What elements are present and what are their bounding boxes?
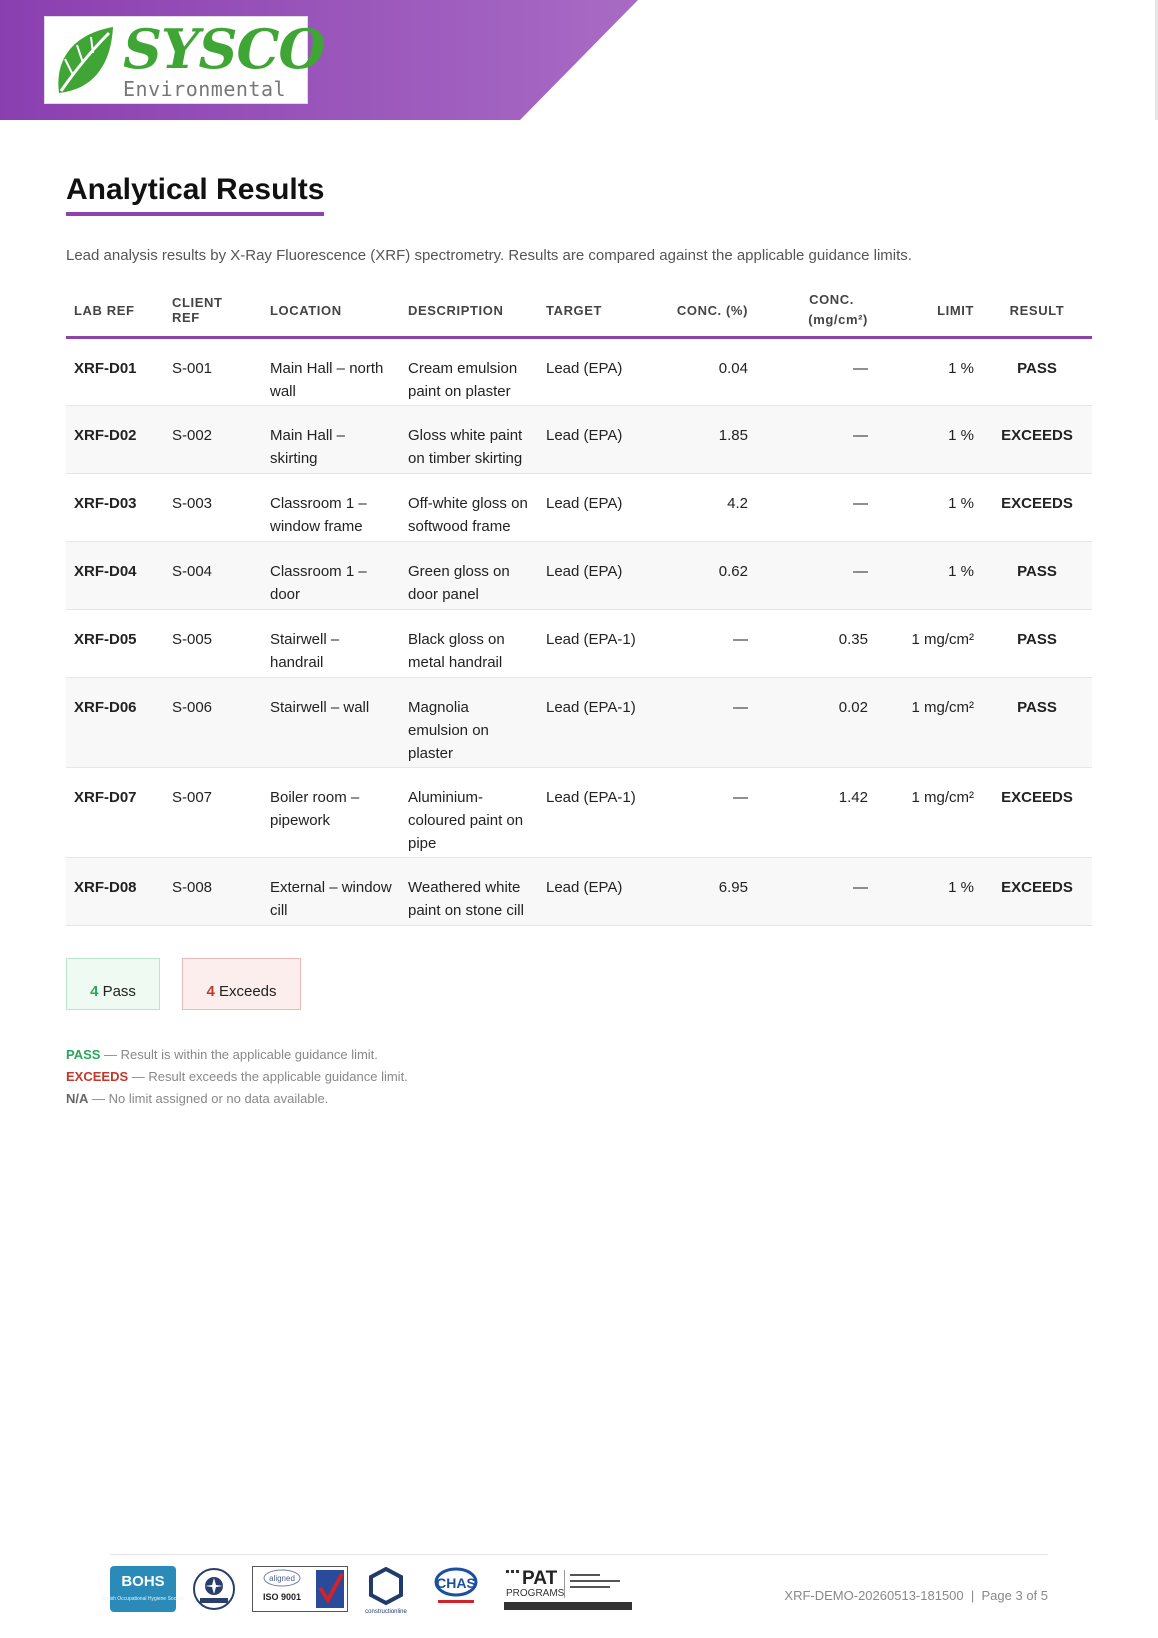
result-cell: EXCEEDS xyxy=(982,406,1092,474)
location-cell: Classroom 1 – door xyxy=(262,542,400,610)
conc-pct-cell: 1.85 xyxy=(650,406,756,474)
result-cell: EXCEEDS xyxy=(982,768,1092,858)
location-cell: Main Hall – skirting xyxy=(262,406,400,474)
location-cell: Classroom 1 – window frame xyxy=(262,474,400,542)
description-cell: Off-white gloss on softwood frame xyxy=(400,474,538,542)
conc-mg-cell: 0.35 xyxy=(756,610,876,678)
client-ref-cell: S-004 xyxy=(164,542,262,610)
target-cell: Lead (EPA) xyxy=(538,858,650,926)
bohs-badge xyxy=(102,1566,184,1612)
client-ref-cell: S-005 xyxy=(164,610,262,678)
page-number: Page 3 of 5 xyxy=(981,1588,1048,1603)
legend-exceed-term: EXCEEDS xyxy=(66,1069,129,1084)
result-cell: EXCEEDS xyxy=(982,474,1092,542)
target-cell: Lead (EPA) xyxy=(538,542,650,610)
chas-badge xyxy=(432,1566,480,1612)
conc-mg-cell: 0.02 xyxy=(756,678,876,768)
table-row xyxy=(66,406,1092,474)
footer-divider xyxy=(110,1554,1048,1555)
footer-doc-info xyxy=(784,1588,1048,1604)
pat-programs-badge xyxy=(504,1566,632,1612)
client-ref-cell: S-006 xyxy=(164,678,262,768)
header-conc-mg xyxy=(756,290,876,338)
table-row xyxy=(66,542,1092,610)
header-conc-mg-line2: (mg/cm²) xyxy=(808,312,868,327)
bohs-text: BOHS xyxy=(121,1573,165,1590)
location-cell: External – window cill xyxy=(262,858,400,926)
header-result: RESULT xyxy=(982,290,1092,338)
legend-pass-term: PASS xyxy=(66,1047,101,1062)
header-banner xyxy=(0,0,640,120)
target-cell: Lead (EPA) xyxy=(538,338,650,406)
pass-count: 4 xyxy=(90,983,99,1000)
table-body xyxy=(66,338,1092,926)
constructionline-badge xyxy=(364,1566,408,1615)
legend-exceed-text: — Result exceeds the applicable guidance limit. xyxy=(128,1069,408,1084)
description-cell: Weathered white paint on stone cill xyxy=(400,858,538,926)
description-cell: Gloss white paint on timber skirting xyxy=(400,406,538,474)
client-ref-cell: S-007 xyxy=(164,768,262,858)
pat-text: PAT xyxy=(522,1568,558,1589)
safecontractor-badge xyxy=(192,1566,236,1612)
legend-na-text: — No limit assigned or no data available. xyxy=(88,1091,329,1106)
exceed-summary-label: Exceeds xyxy=(218,983,277,1000)
result-cell: PASS xyxy=(982,338,1092,406)
table-row xyxy=(66,768,1092,858)
client-ref-cell: S-002 xyxy=(164,406,262,474)
document-reference: XRF-DEMO-20260513-181500 xyxy=(784,1588,964,1603)
limit-cell: 1 mg/cm² xyxy=(876,768,982,858)
conc-pct-cell: 6.95 xyxy=(650,858,756,926)
company-logo xyxy=(44,16,325,104)
conc-pct-cell: — xyxy=(650,678,756,768)
description-cell: Black gloss on metal handrail xyxy=(400,610,538,678)
conc-pct-cell: 4.2 xyxy=(650,474,756,542)
target-cell: Lead (EPA-1) xyxy=(538,610,650,678)
lab-ref-cell: XRF-D08 xyxy=(66,858,164,926)
conc-mg-cell: — xyxy=(756,474,876,542)
legend-pass-text: — Result is within the applicable guidance limit. xyxy=(100,1047,378,1062)
header-location: LOCATION xyxy=(262,290,400,338)
description-cell: Green gloss on door panel xyxy=(400,542,538,610)
pat-subtext: PROGRAMS xyxy=(506,1588,565,1599)
conc-mg-cell: — xyxy=(756,338,876,406)
page-title: Analytical Results xyxy=(66,172,324,216)
description-cell: Magnolia emulsion on plaster xyxy=(400,678,538,768)
table-row xyxy=(66,338,1092,406)
header-limit: LIMIT xyxy=(876,290,982,338)
header-lab-ref: LAB REF xyxy=(66,290,164,338)
lab-ref-cell: XRF-D03 xyxy=(66,474,164,542)
legend-pass xyxy=(66,1044,408,1066)
limit-cell: 1 mg/cm² xyxy=(876,678,982,768)
pass-summary-box xyxy=(66,958,160,1010)
header-conc-pct: CONC. (%) xyxy=(650,290,756,338)
conc-pct-cell: 0.62 xyxy=(650,542,756,610)
table-row xyxy=(66,610,1092,678)
bohs-subtext: British Occupational Hygiene Society xyxy=(102,1596,184,1602)
pass-summary-label: Pass xyxy=(102,983,136,1000)
exceed-summary-box xyxy=(182,958,301,1010)
header-client-ref: CLIENT REF xyxy=(164,290,262,338)
limit-cell: 1 mg/cm² xyxy=(876,610,982,678)
lab-ref-cell: XRF-D06 xyxy=(66,678,164,768)
legend-na xyxy=(66,1088,408,1110)
table-header-row xyxy=(66,290,1092,338)
legend-na-term: N/A xyxy=(66,1091,89,1106)
conc-mg-cell: — xyxy=(756,542,876,610)
intro-text: Lead analysis results by X-Ray Fluorescence (XRF) spectrometry. Results are compared against the applicable guidance limits. xyxy=(66,247,912,264)
result-cell: PASS xyxy=(982,610,1092,678)
iso-text: ISO 9001 xyxy=(262,1592,302,1602)
footer-separator: | xyxy=(970,1588,975,1603)
header-target: TARGET xyxy=(538,290,650,338)
table-row xyxy=(66,858,1092,926)
location-cell: Stairwell – wall xyxy=(262,678,400,768)
client-ref-cell: S-003 xyxy=(164,474,262,542)
lab-ref-cell: XRF-D04 xyxy=(66,542,164,610)
target-cell: Lead (EPA) xyxy=(538,474,650,542)
exceed-count: 4 xyxy=(206,983,215,1000)
limit-cell: 1 % xyxy=(876,858,982,926)
legend-exceed xyxy=(66,1066,408,1088)
iso-9001-badge xyxy=(252,1566,348,1612)
conc-mg-cell: 1.42 xyxy=(756,768,876,858)
client-ref-cell: S-001 xyxy=(164,338,262,406)
table-row xyxy=(66,474,1092,542)
limit-cell: 1 % xyxy=(876,542,982,610)
result-cell: PASS xyxy=(982,678,1092,768)
lab-ref-cell: XRF-D01 xyxy=(66,338,164,406)
target-cell: Lead (EPA-1) xyxy=(538,768,650,858)
header-description: DESCRIPTION xyxy=(400,290,538,338)
client-ref-cell: S-008 xyxy=(164,858,262,926)
results-table xyxy=(66,290,1092,926)
result-legend xyxy=(66,1044,408,1110)
location-cell: Stairwell – handrail xyxy=(262,610,400,678)
logo-name: SYSCO xyxy=(123,17,325,81)
location-cell: Boiler room – pipework xyxy=(262,768,400,858)
target-cell: Lead (EPA-1) xyxy=(538,678,650,768)
conc-pct-cell: — xyxy=(650,610,756,678)
location-cell: Main Hall – north wall xyxy=(262,338,400,406)
conc-mg-cell: — xyxy=(756,858,876,926)
limit-cell: 1 % xyxy=(876,338,982,406)
chas-text: CHAS xyxy=(436,1575,476,1591)
constructionline-text: constructionline xyxy=(365,1609,407,1615)
description-cell: Cream emulsion paint on plaster xyxy=(400,338,538,406)
result-cell: PASS xyxy=(982,542,1092,610)
lab-ref-cell: XRF-D02 xyxy=(66,406,164,474)
limit-cell: 1 % xyxy=(876,474,982,542)
result-cell: EXCEEDS xyxy=(982,858,1092,926)
logo-subtitle: Environmental xyxy=(123,77,287,101)
limit-cell: 1 % xyxy=(876,406,982,474)
leaf-icon xyxy=(51,23,121,99)
header-conc-mg-line1: CONC. xyxy=(809,292,854,307)
conc-mg-cell: — xyxy=(756,406,876,474)
target-cell: Lead (EPA) xyxy=(538,406,650,474)
conc-pct-cell: 0.04 xyxy=(650,338,756,406)
conc-pct-cell: — xyxy=(650,768,756,858)
lab-ref-cell: XRF-D05 xyxy=(66,610,164,678)
description-cell: Aluminium-coloured paint on pipe xyxy=(400,768,538,858)
table-row xyxy=(66,678,1092,768)
lab-ref-cell: XRF-D07 xyxy=(66,768,164,858)
aligned-text: aligned xyxy=(269,1574,295,1583)
